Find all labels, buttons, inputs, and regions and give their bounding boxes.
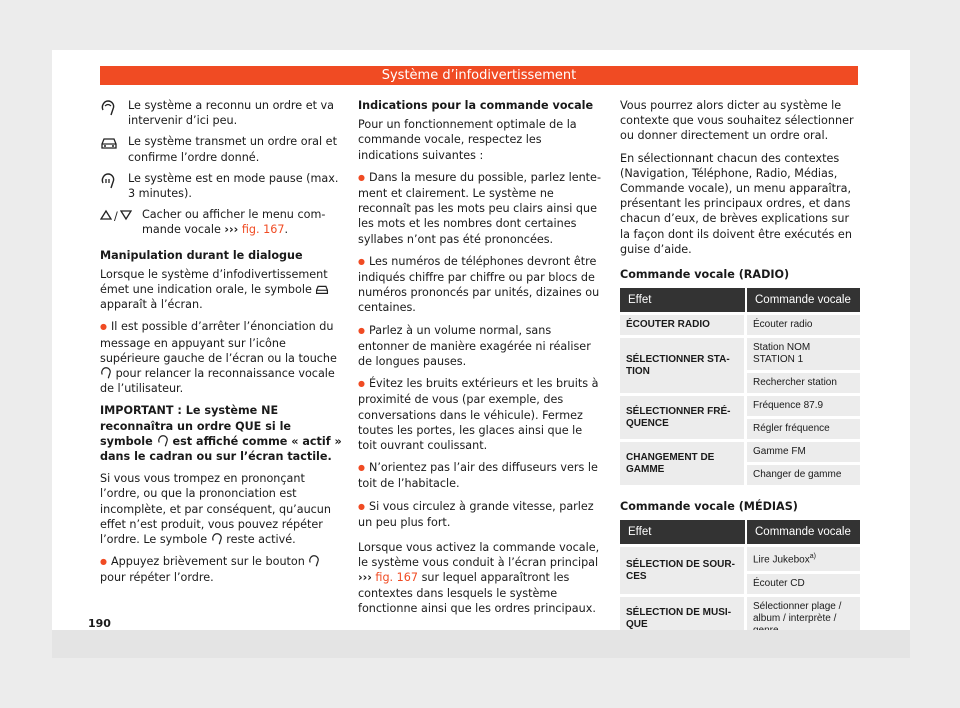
table-row: Écouter CD: [620, 571, 860, 594]
table-row: SÉLECTIONNER STATION Station NOM STATION 1: [620, 335, 860, 370]
table-title: Commande vocale (RADIO): [620, 268, 790, 282]
table-row: Rechercher station: [620, 370, 860, 393]
section-heading: Manipulation durant le dialogue: [100, 248, 303, 262]
icon-item-toggle-menu: / Cacher ou afficher le menu commande vocale ››› fig. 167.: [100, 207, 347, 237]
voice-pause-icon: [100, 173, 116, 189]
footer-band: [52, 630, 910, 658]
table-row: SÉLECTION DE MUSIQUE Sélectionner plage / album / interprète /: [620, 594, 860, 641]
chapter-header: Système d’infodivertissement: [100, 66, 858, 85]
bullet-paragraph: ● Il est possible d’arrêter l’énonciation du message en appuyant sur l’icône supérieure gauche de l’écran ou la touche pour relancer la reconnaissance vocale de l’utilisateur.: [100, 319, 347, 396]
bullet-item: ● Évitez les bruits extérieurs et les bruits à proximité de vous (par exemple, des conversations dans le véhicule). Fermez toutes les portes, les glaces ainsi que le toit ouvrant coulissant.: [358, 376, 603, 453]
voice-button-icon: [211, 533, 223, 545]
paragraph: Lorsque vous activez la commande vocale, le système vous conduit à l’écran principal ››› fig. 167 sur lequel apparaîtront les contextes dans lesquels le système fonctionne ainsi que les ordres principaux.: [358, 541, 600, 615]
bullet-paragraph: ● Appuyez brièvement sur le bouton pour répéter l’ordre.: [100, 554, 347, 585]
bullet-item: ● N’orientez pas l’air des diffuseurs vers le toit de l’habitacle.: [358, 460, 603, 491]
column-3: [620, 98, 860, 655]
paragraph: Si vous vous trompez en prononçant l’ordre, ou que la prononciation est incomplète, et par conséquent, qu’aucun effet n’est produit, vous pouvez répéter l’ordre. Le symbole reste activé.: [100, 472, 331, 547]
voice-button-icon: [157, 435, 169, 447]
section-heading: Indications pour la commande vocale: [358, 99, 594, 112]
triangle-up-icon: [100, 209, 112, 221]
table-row: ÉCOUTER RADIO Écouter radio: [620, 312, 860, 335]
table-row: Régler fréquence: [620, 416, 860, 439]
fig-ref-link[interactable]: fig. 167: [375, 571, 419, 585]
icon-item-pause: Le système est en mode pause (max. 3 minutes).: [100, 171, 347, 201]
car-speaker-icon: [100, 136, 118, 150]
paragraph: Lorsque le système d’infodivertissement émet une indication orale, le symbole apparaît à l’écran.: [100, 267, 328, 312]
table-row: SÉLECTIONNER FRÉQUENCE Fréquence 87.9: [620, 393, 860, 416]
icon-item-listening: Le système a reconnu un ordre et va intervenir d’ici peu.: [100, 98, 347, 128]
column-header: Commande vocale: [747, 520, 860, 544]
column-2: [358, 98, 603, 623]
voice-listening-icon: [100, 100, 116, 116]
bullet-item: ● Parlez à un volume normal, sans entonner de manière exagérée ni réaliser de longues pauses.: [358, 323, 603, 370]
paragraph: Pour un fonctionnement optimale de la commande vocale, respectez les indications suivantes :: [358, 118, 577, 162]
bullet-item: ● Les numéros de téléphones devront être indiqués chiffre par chiffre ou par blocs de numéros prononcés par unités, dizaines ou centaines.: [358, 254, 603, 316]
table-title: Commande vocale (MÉDIAS): [620, 500, 798, 514]
column-header: Effet: [620, 288, 747, 312]
bullet-item: ● Si vous circulez à grande vitesse, parlez un peu plus fort.: [358, 499, 603, 530]
radio-command-table: [620, 288, 860, 485]
table-row: SÉLECTION DE SOURCES Lire Jukebox$^{a)}$: [620, 544, 860, 570]
icon-item-speaker: Le système transmet un ordre oral et confirme l’ordre donné.: [100, 134, 347, 164]
page-number: 190: [88, 617, 111, 630]
important-note: IMPORTANT : Le système NE reconnaîtra un ordre QUE si le symbole est affiché comme « actif » dans le cadran ou sur l’écran tactile.: [100, 404, 342, 464]
table-row: Changer de gamme: [620, 462, 860, 485]
car-speaker-icon: [315, 284, 329, 295]
table-row: CHANGEMENT DE GAMME Gamme FM: [620, 439, 860, 462]
paragraph: En sélectionnant chacun des contextes (Navigation, Téléphone, Radio, Médias, Commande vocale), un menu apparaîtra, présentant les principaux ordres, et dans chacun d’eux, de brèves explications sur la façon dont ils doivent être exécutés en guise d’aide.: [620, 151, 852, 256]
bullet-item: ● Dans la mesure du possible, parlez lentement et clairement. Le système ne reconnaît pas les mots peu clairs ainsi que les mots et les nombres dont certaines syllabes n’ont pas été prononcées.: [358, 170, 603, 247]
paragraph: Vous pourrez alors dicter au système le contexte que vous souhaitez sélectionner ou donner directement un ordre oral.: [620, 99, 854, 143]
triangle-down-icon: [120, 209, 132, 221]
column-header: Effet: [620, 520, 747, 544]
media-command-table: [620, 520, 860, 640]
voice-button-icon: [100, 367, 112, 379]
voice-button-icon: [308, 555, 320, 567]
column-header: Commande vocale: [747, 288, 860, 312]
column-1: [100, 98, 347, 593]
fig-ref-link[interactable]: fig. 167: [241, 223, 285, 237]
